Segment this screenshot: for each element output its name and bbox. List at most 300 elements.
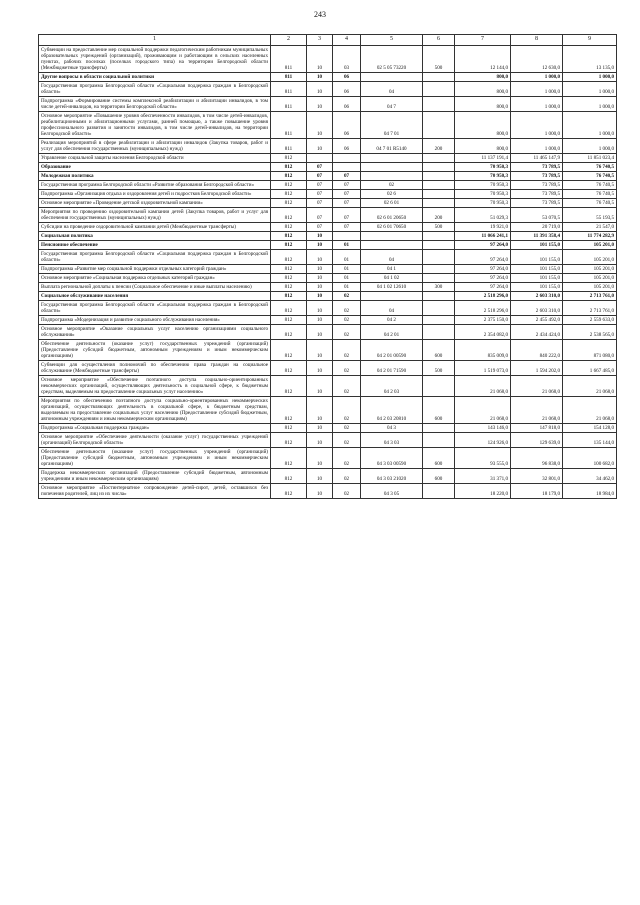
code-target-article: 04 [361, 250, 423, 265]
amount-year-1: 2 518 296,0 [455, 301, 511, 316]
code-target-article: 04 2 03 20810 [361, 397, 423, 424]
code-section: 10 [307, 484, 333, 499]
code-section: 10 [307, 292, 333, 301]
amount-year-1: 800,0 [455, 82, 511, 97]
amount-year-3: 21 068,0 [563, 397, 617, 424]
code-ministry: 812 [271, 484, 307, 499]
code-subsection: 06 [333, 139, 361, 154]
code-section: 10 [307, 469, 333, 484]
col-header: 2 [271, 35, 307, 46]
row-name: Подпрограмма «Социальная поддержка граждан» [39, 424, 271, 433]
code-expense-type: 300 [423, 283, 455, 292]
amount-year-1: 800,0 [455, 112, 511, 139]
code-subsection: 06 [333, 97, 361, 112]
code-target-article: 04 3 03 00590 [361, 448, 423, 469]
code-section: 10 [307, 397, 333, 424]
amount-year-2: 2 455 492,0 [511, 316, 563, 325]
amount-year-3: 76 740,5 [563, 163, 617, 172]
table-row [39, 112, 617, 139]
code-subsection: 02 [333, 376, 361, 397]
page-number: 243 [314, 10, 326, 19]
amount-year-3: 13 135,0 [563, 46, 617, 73]
amount-year-1: 97 264,0 [455, 283, 511, 292]
amount-year-2: 129 639,0 [511, 433, 563, 448]
table-row [39, 163, 617, 172]
code-subsection [333, 154, 361, 163]
table-row [39, 397, 617, 424]
row-name: Обеспечение деятельности (оказание услуг) государственных учреждений (организаций) (Предоставление субсидий бюджетным, автономным учреждениям и иным некоммерческим организациям) [39, 340, 271, 361]
code-expense-type: 600 [423, 340, 455, 361]
table-row [39, 340, 617, 361]
code-ministry: 812 [271, 361, 307, 376]
code-target-article [361, 172, 423, 181]
code-subsection [333, 163, 361, 172]
code-expense-type [423, 301, 455, 316]
code-ministry: 812 [271, 448, 307, 469]
code-ministry: 812 [271, 292, 307, 301]
code-expense-type [423, 82, 455, 97]
code-section: 10 [307, 97, 333, 112]
amount-year-3: 21 547,0 [563, 223, 617, 232]
code-expense-type [423, 241, 455, 250]
amount-year-1: 97 264,0 [455, 274, 511, 283]
table-row [39, 433, 617, 448]
code-subsection: 07 [333, 172, 361, 181]
amount-year-2: 101 155,0 [511, 274, 563, 283]
amount-year-1: 2 375 150,0 [455, 316, 511, 325]
code-expense-type: 500 [423, 223, 455, 232]
amount-year-2: 840 222,0 [511, 340, 563, 361]
code-expense-type: 600 [423, 397, 455, 424]
code-ministry: 812 [271, 190, 307, 199]
col-header: 7 [455, 35, 511, 46]
amount-year-1: 2 354 082,0 [455, 325, 511, 340]
code-target-article: 04 7 01 [361, 112, 423, 139]
row-name: Социальное обслуживание населения [39, 292, 271, 301]
code-ministry: 811 [271, 97, 307, 112]
code-target-article [361, 241, 423, 250]
code-section: 07 [307, 190, 333, 199]
amount-year-2: 1 000,0 [511, 97, 563, 112]
table-row [39, 292, 617, 301]
amount-year-2: 73 789,5 [511, 190, 563, 199]
code-ministry: 812 [271, 376, 307, 397]
code-target-article: 04 3 03 [361, 433, 423, 448]
amount-year-3: 1 000,0 [563, 73, 617, 82]
amount-year-2: 18 179,0 [511, 484, 563, 499]
code-subsection: 03 [333, 46, 361, 73]
code-target-article [361, 73, 423, 82]
row-name: Мероприятия по обеспечению поэтапного доступа социально-ориентированных некоммерческих организаций, осуществляющих деятельность в социальной сфере, к бюджетным средствам, выделяемым на предоставление социальных услуг населению (Предоставление субсидий бюджетным, автономным учреждениям и иным некоммерческим организациям) [39, 397, 271, 424]
amount-year-1: 51 029,3 [455, 208, 511, 223]
code-subsection: 06 [333, 112, 361, 139]
row-name: Реализация мероприятий в сфере реабилитации и абилитации инвалидов (Закупка товаров, работ и услуг для обеспечения государственных (муниципальных) нужд) [39, 139, 271, 154]
code-section: 10 [307, 433, 333, 448]
table-row [39, 208, 617, 223]
code-ministry: 812 [271, 283, 307, 292]
code-expense-type [423, 163, 455, 172]
code-ministry: 812 [271, 301, 307, 316]
code-target-article: 02 6 [361, 190, 423, 199]
code-ministry: 812 [271, 469, 307, 484]
code-section: 10 [307, 46, 333, 73]
row-name: Государственная программа Белгородской области «Развитие образования Белгородской области» [39, 181, 271, 190]
code-expense-type [423, 112, 455, 139]
amount-year-3: 105 201,0 [563, 265, 617, 274]
code-ministry: 812 [271, 232, 307, 241]
code-ministry: 812 [271, 265, 307, 274]
amount-year-2: 101 155,0 [511, 283, 563, 292]
code-section: 07 [307, 199, 333, 208]
amount-year-1: 97 264,0 [455, 265, 511, 274]
code-expense-type [423, 292, 455, 301]
code-subsection: 07 [333, 199, 361, 208]
row-name: Государственная программа Белгородской области «Социальная поддержка граждан в Белгородской области» [39, 301, 271, 316]
amount-year-3: 135 144,0 [563, 433, 617, 448]
code-section: 10 [307, 241, 333, 250]
code-ministry: 812 [271, 154, 307, 163]
amount-year-2: 73 789,5 [511, 163, 563, 172]
row-name: Государственная программа Белгородской области «Социальная поддержка граждан в Белгородской области» [39, 82, 271, 97]
code-subsection: 01 [333, 265, 361, 274]
code-target-article: 02 6 01 20650 [361, 208, 423, 223]
code-ministry: 812 [271, 397, 307, 424]
amount-year-1: 800,0 [455, 97, 511, 112]
header-row [39, 35, 617, 46]
code-expense-type: 200 [423, 139, 455, 154]
code-ministry: 811 [271, 139, 307, 154]
table-row [39, 199, 617, 208]
amount-year-2: 1 000,0 [511, 139, 563, 154]
code-ministry: 812 [271, 433, 307, 448]
code-ministry: 811 [271, 73, 307, 82]
row-name: Подпрограмма «Развитие мер социальной поддержки отдельных категорий граждан» [39, 265, 271, 274]
code-expense-type: 200 [423, 208, 455, 223]
code-ministry: 812 [271, 199, 307, 208]
amount-year-1: 143 146,0 [455, 424, 511, 433]
code-expense-type: 600 [423, 448, 455, 469]
code-section [307, 154, 333, 163]
table-row [39, 274, 617, 283]
table-row [39, 448, 617, 469]
amount-year-1: 70 950,3 [455, 199, 511, 208]
amount-year-2: 101 155,0 [511, 241, 563, 250]
amount-year-3: 76 740,5 [563, 172, 617, 181]
row-name: Основное мероприятие «Оказание социальных услуг населению организациями социального обслуживания» [39, 325, 271, 340]
amount-year-1: 12 144,0 [455, 46, 511, 73]
amount-year-2: 96 838,0 [511, 448, 563, 469]
code-target-article: 04 3 03 21020 [361, 469, 423, 484]
amount-year-2: 147 818,0 [511, 424, 563, 433]
code-target-article: 04 3 [361, 424, 423, 433]
code-section: 10 [307, 112, 333, 139]
amount-year-2: 101 155,0 [511, 265, 563, 274]
row-name: Образование [39, 163, 271, 172]
code-subsection: 02 [333, 397, 361, 424]
amount-year-2: 1 000,0 [511, 112, 563, 139]
code-target-article: 04 3 05 [361, 484, 423, 499]
code-section: 10 [307, 301, 333, 316]
amount-year-3: 76 740,5 [563, 199, 617, 208]
amount-year-3: 105 201,0 [563, 274, 617, 283]
code-section: 10 [307, 73, 333, 82]
table-row [39, 301, 617, 316]
code-section: 07 [307, 208, 333, 223]
col-header: 4 [333, 35, 361, 46]
code-target-article: 04 2 01 00590 [361, 340, 423, 361]
amount-year-3: 21 068,0 [563, 376, 617, 397]
amount-year-1: 835 009,0 [455, 340, 511, 361]
code-expense-type [423, 424, 455, 433]
code-subsection: 01 [333, 241, 361, 250]
row-name: Основное мероприятие «Проведение детской оздоровительной кампании» [39, 199, 271, 208]
code-subsection: 02 [333, 340, 361, 361]
amount-year-1: 31 371,0 [455, 469, 511, 484]
code-expense-type [423, 274, 455, 283]
code-ministry: 812 [271, 163, 307, 172]
code-expense-type [423, 97, 455, 112]
table-row [39, 82, 617, 97]
code-expense-type: 500 [423, 46, 455, 73]
budget-table [38, 34, 617, 499]
code-subsection: 02 [333, 361, 361, 376]
code-target-article: 04 2 03 [361, 376, 423, 397]
amount-year-2: 73 789,5 [511, 199, 563, 208]
amount-year-2: 20 719,0 [511, 223, 563, 232]
code-subsection: 02 [333, 469, 361, 484]
table-row [39, 265, 617, 274]
amount-year-3: 76 740,5 [563, 181, 617, 190]
row-name: Социальная политика [39, 232, 271, 241]
row-name: Подпрограмма «Организация отдыха и оздоровления детей и подростков Белгородской области» [39, 190, 271, 199]
amount-year-2: 2 603 310,0 [511, 301, 563, 316]
row-name: Мероприятия по проведению оздоровительной кампании детей (Закупка товаров, работ и услуг для обеспечения государственных (муниципальных) нужд) [39, 208, 271, 223]
code-subsection: 02 [333, 424, 361, 433]
code-section: 10 [307, 316, 333, 325]
amount-year-3: 11 774 282,9 [563, 232, 617, 241]
amount-year-1: 70 950,3 [455, 190, 511, 199]
amount-year-2: 101 155,0 [511, 250, 563, 265]
row-name: Пенсионное обеспечение [39, 241, 271, 250]
code-subsection: 06 [333, 73, 361, 82]
amount-year-1: 70 950,3 [455, 181, 511, 190]
table-row [39, 283, 617, 292]
code-target-article [361, 154, 423, 163]
row-name: Выплата региональной доплаты к пенсии (Социальное обеспечение и иные выплаты населению) [39, 283, 271, 292]
row-name: Субвенции для осуществления полномочий по обеспечению права граждан на социальное обслуживание (Межбюджетные трансферты) [39, 361, 271, 376]
row-name: Управление социальной защиты населения Белгородской области [39, 154, 271, 163]
row-name: Основное мероприятие «Социальная поддержка отдельных категорий граждан» [39, 274, 271, 283]
table-row [39, 469, 617, 484]
table-row [39, 181, 617, 190]
amount-year-1: 11 137 191,4 [455, 154, 511, 163]
code-section: 10 [307, 265, 333, 274]
code-section: 10 [307, 340, 333, 361]
code-expense-type [423, 232, 455, 241]
amount-year-1: 800,0 [455, 73, 511, 82]
code-expense-type [423, 199, 455, 208]
table-row [39, 241, 617, 250]
code-expense-type [423, 316, 455, 325]
amount-year-1: 97 264,0 [455, 250, 511, 265]
code-section: 10 [307, 376, 333, 397]
amount-year-3: 154 128,0 [563, 424, 617, 433]
amount-year-1: 21 068,0 [455, 397, 511, 424]
col-header: 6 [423, 35, 455, 46]
amount-year-1: 1 519 073,0 [455, 361, 511, 376]
code-ministry: 812 [271, 223, 307, 232]
table-row [39, 73, 617, 82]
table-row [39, 325, 617, 340]
amount-year-2: 11 465 147,9 [511, 154, 563, 163]
code-target-article: 04 2 01 71590 [361, 361, 423, 376]
amount-year-2: 53 070,5 [511, 208, 563, 223]
code-subsection: 02 [333, 448, 361, 469]
code-expense-type [423, 181, 455, 190]
amount-year-1: 2 518 296,0 [455, 292, 511, 301]
amount-year-2: 21 068,0 [511, 376, 563, 397]
code-ministry: 812 [271, 340, 307, 361]
code-target-article: 02 6 01 [361, 199, 423, 208]
table-row [39, 223, 617, 232]
amount-year-1: 19 921,0 [455, 223, 511, 232]
row-name: Подпрограмма «Модернизация и развитие социального обслуживания населения» [39, 316, 271, 325]
table-row [39, 172, 617, 181]
code-target-article: 04 [361, 82, 423, 97]
code-subsection: 01 [333, 274, 361, 283]
code-target-article: 04 1 [361, 265, 423, 274]
code-expense-type [423, 250, 455, 265]
row-name: Основное мероприятие «Постинтернатное сопровождение детей-сирот, детей, оставшихся без попечения родителей, лиц из их числа» [39, 484, 271, 499]
col-header: 1 [39, 35, 271, 46]
code-subsection [333, 232, 361, 241]
col-header: 8 [511, 35, 563, 46]
col-header: 3 [307, 35, 333, 46]
code-subsection: 02 [333, 325, 361, 340]
table-row [39, 376, 617, 397]
amount-year-1: 124 926,0 [455, 433, 511, 448]
amount-year-3: 11 851 023,4 [563, 154, 617, 163]
amount-year-3: 1 000,0 [563, 82, 617, 97]
amount-year-1: 18 220,0 [455, 484, 511, 499]
table-row [39, 250, 617, 265]
code-target-article: 04 2 [361, 316, 423, 325]
table-row [39, 484, 617, 499]
code-subsection: 02 [333, 316, 361, 325]
code-target-article [361, 292, 423, 301]
code-ministry: 811 [271, 112, 307, 139]
amount-year-3: 55 193,5 [563, 208, 617, 223]
amount-year-2: 73 789,5 [511, 172, 563, 181]
amount-year-1: 21 068,0 [455, 376, 511, 397]
code-expense-type [423, 484, 455, 499]
row-name: Государственная программа Белгородской области «Социальная поддержка граждан в Белгородской области» [39, 250, 271, 265]
amount-year-3: 2 713 761,0 [563, 292, 617, 301]
row-name: Поддержка некоммерческих организаций (Предоставление субсидий бюджетным, автономным учреждениям и иным некоммерческим организациям) [39, 469, 271, 484]
code-ministry: 812 [271, 241, 307, 250]
code-subsection: 07 [333, 190, 361, 199]
code-subsection: 02 [333, 292, 361, 301]
amount-year-3: 2 713 761,0 [563, 301, 617, 316]
table-row [39, 190, 617, 199]
row-name: Молодежная политика [39, 172, 271, 181]
table-row [39, 316, 617, 325]
amount-year-3: 34 462,0 [563, 469, 617, 484]
amount-year-3: 100 682,0 [563, 448, 617, 469]
code-section: 10 [307, 283, 333, 292]
code-section: 10 [307, 424, 333, 433]
amount-year-2: 1 000,0 [511, 82, 563, 97]
code-section: 10 [307, 139, 333, 154]
amount-year-3: 105 201,0 [563, 283, 617, 292]
table-row [39, 232, 617, 241]
code-expense-type: 500 [423, 361, 455, 376]
amount-year-1: 800,0 [455, 139, 511, 154]
amount-year-2: 21 068,0 [511, 397, 563, 424]
row-name: Основное мероприятие «Обеспечение деятельности (оказание услуг) государственных учреждений (организаций) Белгородской области» [39, 433, 271, 448]
code-target-article: 04 7 [361, 97, 423, 112]
amount-year-1: 93 555,0 [455, 448, 511, 469]
amount-year-2: 12 630,0 [511, 46, 563, 73]
code-subsection: 07 [333, 181, 361, 190]
code-ministry: 812 [271, 250, 307, 265]
code-section: 07 [307, 163, 333, 172]
row-name: Основное мероприятие «Обеспечение поэтапного доступа социально-ориентированных некоммерческих организаций, осуществляющих деятельность в социальной сфере, к бюджетным средствам, выделяемым на предоставление социальных услуг населению» [39, 376, 271, 397]
code-expense-type [423, 325, 455, 340]
code-expense-type [423, 433, 455, 448]
code-target-article: 04 2 01 [361, 325, 423, 340]
code-ministry: 811 [271, 46, 307, 73]
row-name: Субвенции на предоставление мер социальной поддержки педагогическим работникам муниципальных образовательных учреждений (организаций), проживающим и работающим в сельских населенных пунктах, рабочих поселках (поселках городского типа) на территории Белгородской области (Межбюджетные трансферты) [39, 46, 271, 73]
amount-year-3: 1 000,0 [563, 112, 617, 139]
table-row [39, 424, 617, 433]
code-target-article: 04 [361, 301, 423, 316]
code-subsection: 01 [333, 250, 361, 265]
amount-year-3: 76 740,5 [563, 190, 617, 199]
code-ministry: 812 [271, 181, 307, 190]
amount-year-3: 1 667 485,0 [563, 361, 617, 376]
code-ministry: 812 [271, 424, 307, 433]
code-target-article: 02 5 05 73220 [361, 46, 423, 73]
code-target-article: 02 [361, 181, 423, 190]
amount-year-2: 1 594 202,0 [511, 361, 563, 376]
code-subsection: 07 [333, 223, 361, 232]
code-section: 10 [307, 250, 333, 265]
code-section: 10 [307, 448, 333, 469]
amount-year-3: 18 984,0 [563, 484, 617, 499]
amount-year-3: 105 201,0 [563, 250, 617, 265]
code-expense-type [423, 190, 455, 199]
code-expense-type [423, 376, 455, 397]
code-ministry: 812 [271, 208, 307, 223]
code-subsection: 02 [333, 484, 361, 499]
amount-year-1: 97 264,0 [455, 241, 511, 250]
code-expense-type [423, 172, 455, 181]
code-section: 07 [307, 223, 333, 232]
amount-year-2: 2 434 424,0 [511, 325, 563, 340]
code-section: 07 [307, 181, 333, 190]
code-subsection: 07 [333, 208, 361, 223]
row-name: Основное мероприятие «Повышение уровня обеспеченности инвалидов, в том числе детей-инвалидов, реабилитационными и абилитационными услугами, ранней помощью, а также повышение уровня профессионального развития и занятости инвалидов, в том числе детей-инвалидов, на территории Белгородской области» [39, 112, 271, 139]
amount-year-2: 11 391 358,4 [511, 232, 563, 241]
amount-year-2: 32 801,0 [511, 469, 563, 484]
code-section: 10 [307, 325, 333, 340]
amount-year-3: 1 000,0 [563, 139, 617, 154]
code-section: 10 [307, 232, 333, 241]
code-target-article: 04 1 02 [361, 274, 423, 283]
amount-year-1: 11 066 241,1 [455, 232, 511, 241]
code-section: 10 [307, 361, 333, 376]
